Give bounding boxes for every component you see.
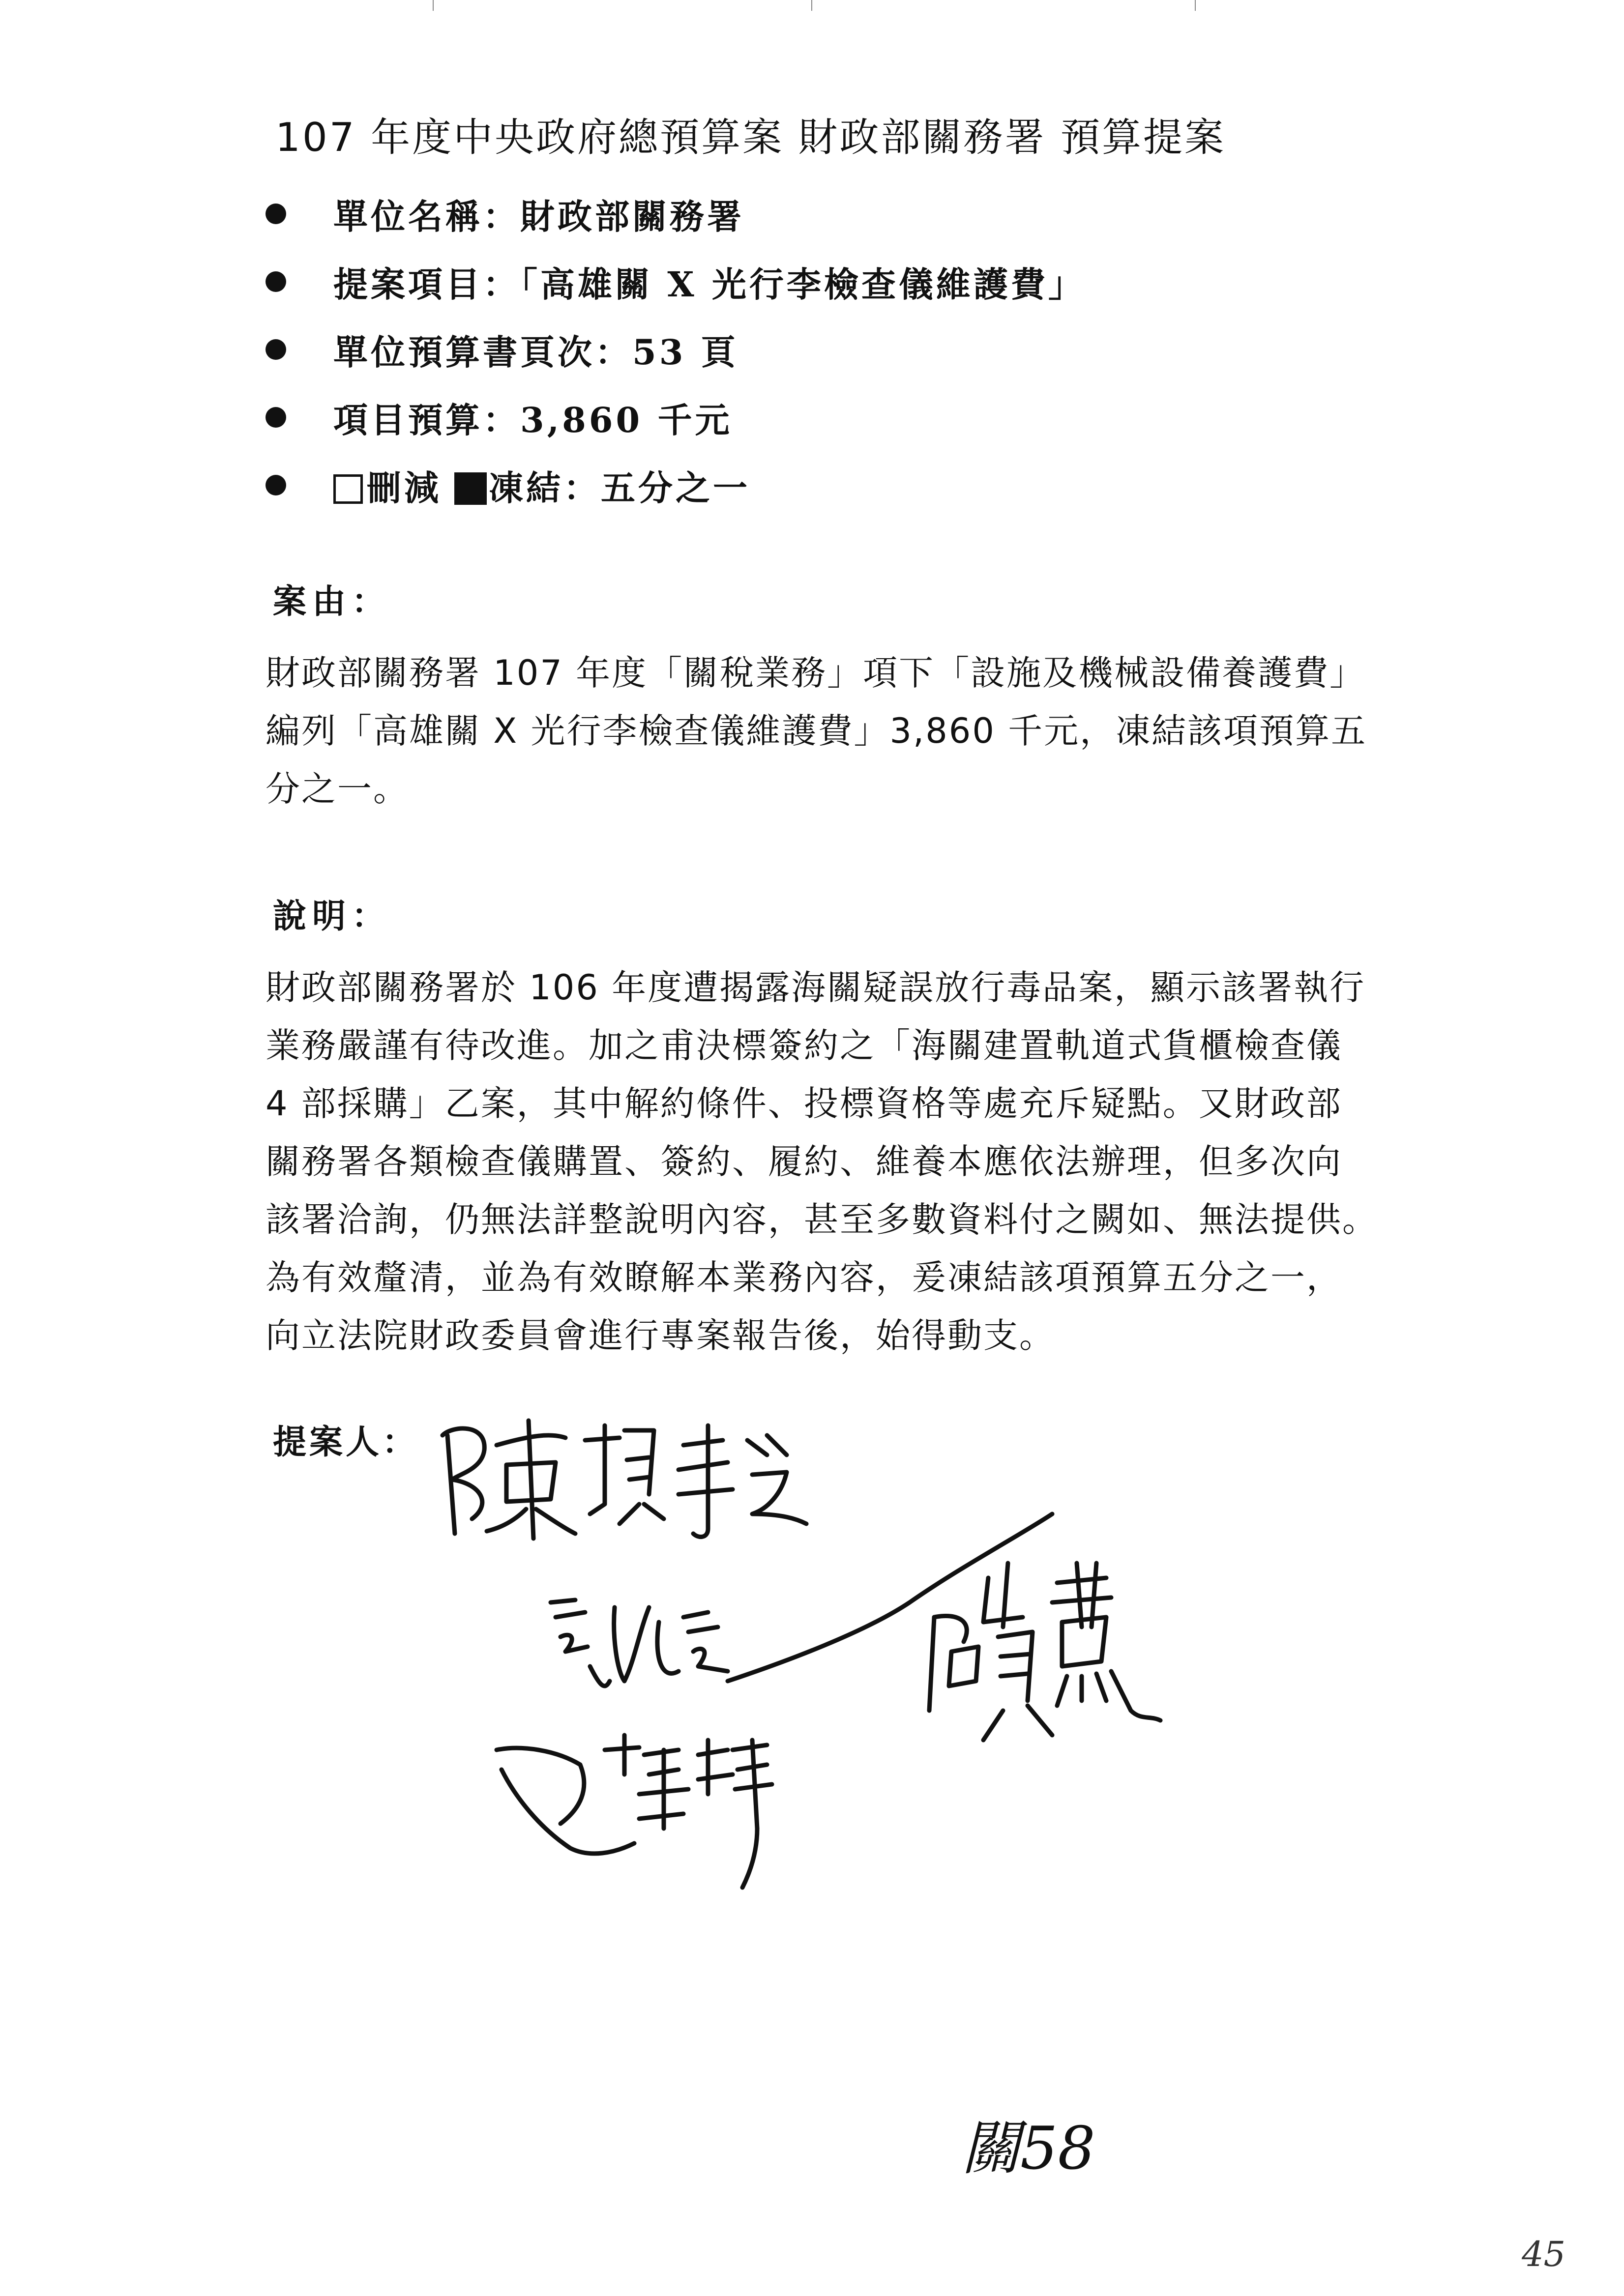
paragraph-line: 分之一。 [266,769,409,809]
delete-label: 刪減 [367,467,442,508]
field-text: 提案項目：「高雄關 X 光行李檢查儀維護費」 [333,263,1086,305]
paragraph-line: 業務嚴謹有待改進。加之甫決標簽約之「海關建置軌道式貨櫃檢查儀 [266,1025,1342,1066]
signature-3 [929,1563,1160,1740]
paragraph-line: 4 部採購」乙案，其中解約條件、投標資格等處充斥疑點。又財政部 [266,1083,1342,1124]
proposer-label: 提案人： [273,1423,419,1462]
paragraph-line: 為有效釐清，並為有效瞭解本業務內容，爰凍結該項預算五分之一， [266,1257,1342,1298]
field-text: 單位名稱：財政部關務署 [333,196,744,237]
reason-heading: 案由： [273,582,391,621]
paragraph-line: 財政部關務署 107 年度「關稅業務」項下「設施及機械設備養護費」 [266,653,1366,693]
signature-1 [443,1421,806,1539]
document-title: 107 年度中央政府總預算案 財政部關務署 預算提案 [275,115,1226,160]
handwritten-code: 關58 [961,2115,1095,2183]
field-text: 項目預算：3,860 千元 [333,399,733,440]
freeze-label: 凍結：五分之一 [489,467,750,508]
page-number: 45 [1522,2234,1566,2274]
signature-4 [497,1735,772,1888]
paragraph-line: 該署洽詢，仍無法詳整說明內容，甚至多數資料付之闕如、無法提供。 [266,1199,1378,1240]
paragraph-line: 編列「高雄關 X 光行李檢查儀維護費」3,860 千元，凍結該項預算五 [266,711,1367,751]
paragraph-line: 向立法院財政委員會進行專案報告後，始得動支。 [266,1315,1055,1356]
explanation-heading: 說明： [273,897,391,936]
paragraph-line: 財政部關務署於 106 年度遭揭露海關疑誤放行毒品案，顯示該署執行 [266,967,1366,1008]
paragraph-line: 關務署各類檢查儀購置、簽約、履約、維養本應依法辦理，但多次向 [266,1141,1342,1182]
field-text: 單位預算書頁次：53 頁 [333,331,738,373]
